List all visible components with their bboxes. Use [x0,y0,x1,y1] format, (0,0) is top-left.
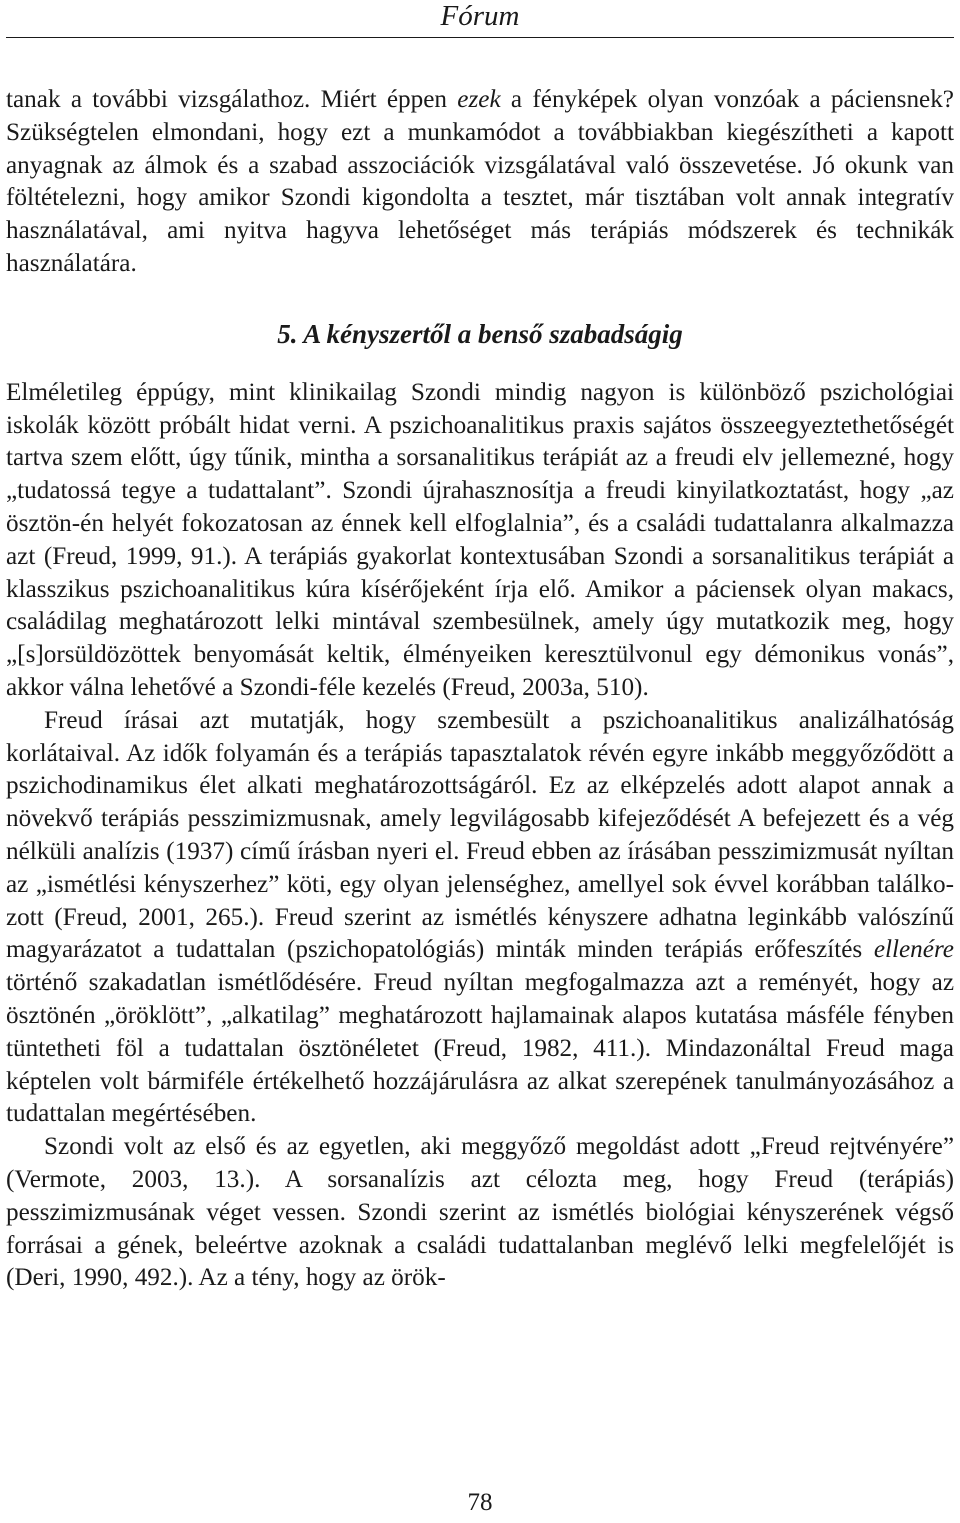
paragraph-1-text-a: tanak a további vizsgálathoz. Miért éppen [6,86,458,113]
paragraph-3-text-b: történő szakadatlan ismétlődésére. Freud nyíltan megfogalmazza azt a reményét, hogy az ösztönén „öröklött”, „alkatilag” meghatározott hajlamainak alapos kutatása másféle fényben tüntetheti föl a tudattalan ösztönéletet (Freud, 1982, 411.). Mindazonáltal Freud maga képtelen volt bármiféle értékelhető hozzájárulásra az alkat szerepének tanulmányozásához a tudattalan megértésében. [6,969,954,1128]
header-divider [6,37,954,38]
paragraph-1-text-b: a fényképek olyan vonzóak a páciensnek? Szükségtelen elmondani, hogy ezt a munkamódot a továbbiakban kiegészítheti a kapott anyagnak az álmok és a szabad asszociációk vizsgálatával való összevetése. Jó okunk van föltételezni, hogy amikor Szondi kigondolta a tesztet, már tisztában volt annak integratív használatával, ami nyitva hagyva lehetőséget más terápiás módszerek és technikák használatára. [6,86,954,277]
paragraph-2: Elméletileg éppúgy, mint klinikailag Szondi mindig nagyon is különböző pszichológiai iskolák között próbált hidat verni. A pszichoanalitikus praxis sajátos összeegyeztethetőségét tartva szem előtt, úgy tűnik, mintha a sorsanalitikus terápiát az a freudi elv jellemezné, hogy „tudatossá tegye a tudattalant”. Szondi újrahasznosítja a freudi kinyilatkoztatást, hogy „az ösztön-én helyét fokozatosan az énnek kell elfoglalnia”, és a családi tudattalanra alkalmazza azt (Freud, 1999, 91.). A terápiás gyakorlat kontextusában Szondi a sorsanalitikus terápiát a klasszikus pszichoanalitikus kúra kísérőjeként írja elő. Amikor a páciensek olyan makacs, családilag meghatározott lelki mintával szembesülnek, amely úgy mutatkozik meg, hogy „[s]orsüldözöttek benyomását keltik, élményeiken keresztülvonul egy démonikus vonás”, akkor válna lehetővé a Szondi-féle kezelés (Freud, 2003a, 510). [6,378,954,701]
paragraph-1 [6,84,954,281]
running-head-title: Fórum [440,0,520,32]
section-heading: 5. A kényszertől a benső szabadságig [277,318,683,349]
paragraph-1-emphasis: ezek [457,86,501,113]
paragraph-4: Szondi volt az első és az egyetlen, aki meggyőző megoldást adott „Freud rejtvényére” (Vermote, 2003, 13.). A sorsanalízis azt célozta meg, hogy Freud (terápiás) pesszimizmusának véget vessen. Szondi szerint az ismétlés biológiai kényszerének végső forrásai a gének, beleértve azoknak a családi tudattalanban meglévő lelki megfelelőjét is (Deri, 1990, 492.). Az a tény, hogy az örök- [6,1133,954,1292]
page-number: 78 [467,1489,493,1516]
paragraph-3-text-a: Freud írásai azt mutatják, hogy szembesült a pszichoanalitikus analizálhatóság korlátaival. Az idők folyamán és a terápiás tapasztalatok révén egyre inkább meggyőződött a pszichodinamikus élet alkati meghatározottságáról. Ez az elképzelés adott alapot annak a növekvő terápiás pesszimizmusnak, amely legvilágosabb kifejeződését A befejezett és a vég nélküli analízis (1937) című írásban nyeri el. Freud ebben az írásában pesszimizmusát nyíltan az „ismétlési kényszerhez” köti, egy olyan jelenséghez, amellyel sok évvel korábban találkozott (Freud, 2001, 265.). Freud szerint az ismétlés kényszere adhatna leginkább valószínű magyarázatot a tudattalan (pszichopatológiás) minták minden terápiás erőfeszítés [6,706,954,964]
page-body [6,84,954,1295]
paragraph-3-emphasis: ellenére [873,936,954,964]
paragraph-3 [6,705,954,1131]
